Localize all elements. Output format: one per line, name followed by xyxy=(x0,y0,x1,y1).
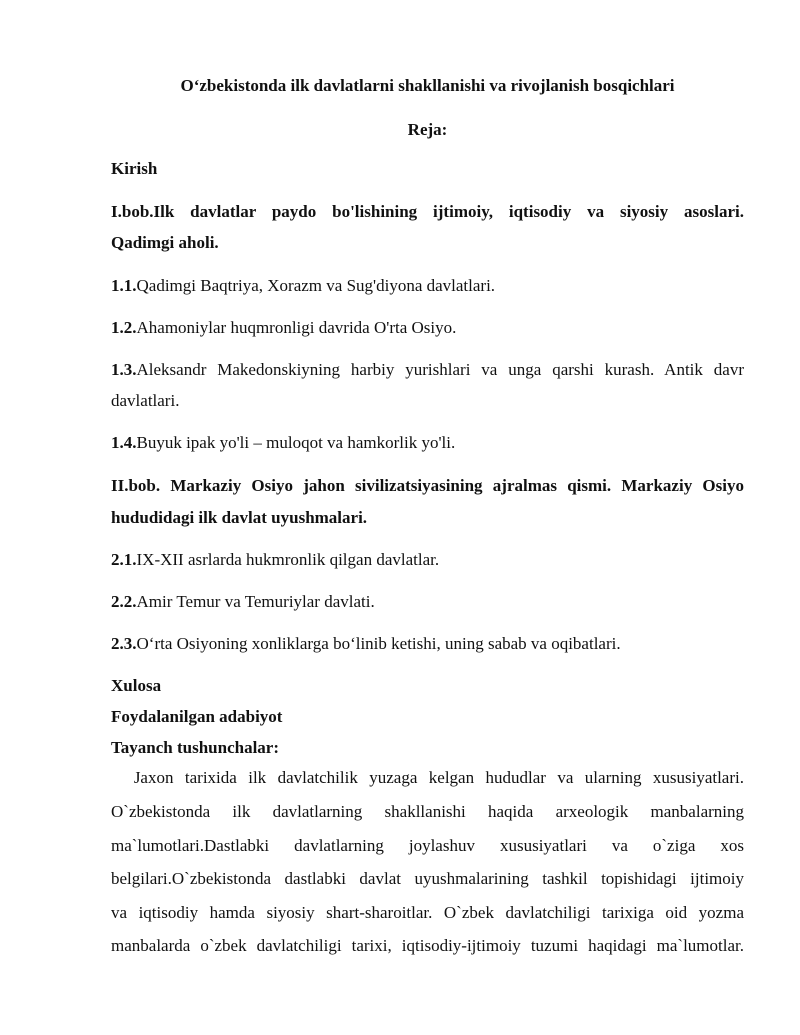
list-item xyxy=(111,590,744,614)
item-number: 1.2. xyxy=(111,318,137,337)
paragraph-line: va iqtisodiy hamda siyosiy shart-sharoitlar. O`zbek davlatchiligi tarixiga oid yozma xyxy=(111,903,744,922)
references-heading: Foydalanilgan adabiyot xyxy=(111,707,283,726)
item-text: Amir Temur va Temuriylar davlati. xyxy=(136,592,375,611)
paragraph-line: manbalarda o`zbek davlatchiligi tarixi, iqtisodiy-ijtimoiy tuzumi haqidagi ma`lumotlar. xyxy=(111,936,744,955)
plan-heading: Reja: xyxy=(407,120,448,139)
paragraph-line: belgilari.O`zbekistonda dastlabki davlat uyushmalarining tashkil topishidagi ijtimoiy xyxy=(111,869,744,888)
chapter2-title-line2: hududidagi ilk davlat uyushmalari. xyxy=(111,508,368,527)
chapter1-title-line2: Qadimgi aholi. xyxy=(111,233,219,252)
item-text: Qadimgi Baqtriya, Xorazm va Sug'diyona davlatlari. xyxy=(136,276,496,295)
item-number: 1.1. xyxy=(111,276,137,295)
paragraph-line: Jaxon tarixida ilk davlatchilik yuzaga kelgan hududlar va ularning xususiyatlari. xyxy=(111,768,744,787)
item-number: 2.3. xyxy=(111,634,137,653)
key-terms-heading: Tayanch tushunchalar: xyxy=(111,738,280,757)
item-text: O‘rta Osiyoning xonliklarga bo‘linib ketishi, uning sabab va oqibatlari. xyxy=(136,634,621,653)
item-number: 2.2. xyxy=(111,592,137,611)
list-item xyxy=(111,274,744,298)
item-number: 1.3. xyxy=(111,360,137,379)
chapter2-title-line1: II.bob. Markaziy Osiyo jahon sivilizatsiyasining ajralmas qismi. Markaziy Osiyo xyxy=(111,476,744,495)
list-item-continuation: davlatlari. xyxy=(111,391,180,410)
paragraph-line: ma`lumotlari.Dastlabki davlatlarning joylashuv xususiyatlari va o`ziga xos xyxy=(111,836,744,855)
item-number: 1.4. xyxy=(111,433,137,452)
conclusion-heading: Xulosa xyxy=(111,676,162,695)
chapter1-title-line1: I.bob.Ilk davlatlar paydo bo'lishining ijtimoiy, iqtisodiy va siyosiy asoslari. xyxy=(111,202,744,221)
list-item xyxy=(111,548,744,572)
paragraph-line: O`zbekistonda ilk davlatlarning shakllanishi haqida arxeologik manbalarning xyxy=(111,802,744,821)
item-number: 2.1. xyxy=(111,550,137,569)
item-text: Aleksandr Makedonskiyning harbiy yurishlari va unga qarshi kurash. Antik davr xyxy=(136,360,744,379)
list-item xyxy=(111,632,744,656)
list-item xyxy=(111,358,744,382)
intro-heading: Kirish xyxy=(111,159,158,178)
item-text: Buyuk ipak yo'li – muloqot va hamkorlik yo'li. xyxy=(136,433,456,452)
item-text: IX-XII asrlarda hukmronlik qilgan davlatlar. xyxy=(136,550,440,569)
list-item xyxy=(111,316,744,340)
item-text: Ahamoniylar huqmronligi davrida O'rta Osiyo. xyxy=(136,318,457,337)
list-item xyxy=(111,431,744,455)
document-title: O‘zbekistonda ilk davlatlarni shakllanishi va rivojlanish bosqichlari xyxy=(180,76,675,95)
